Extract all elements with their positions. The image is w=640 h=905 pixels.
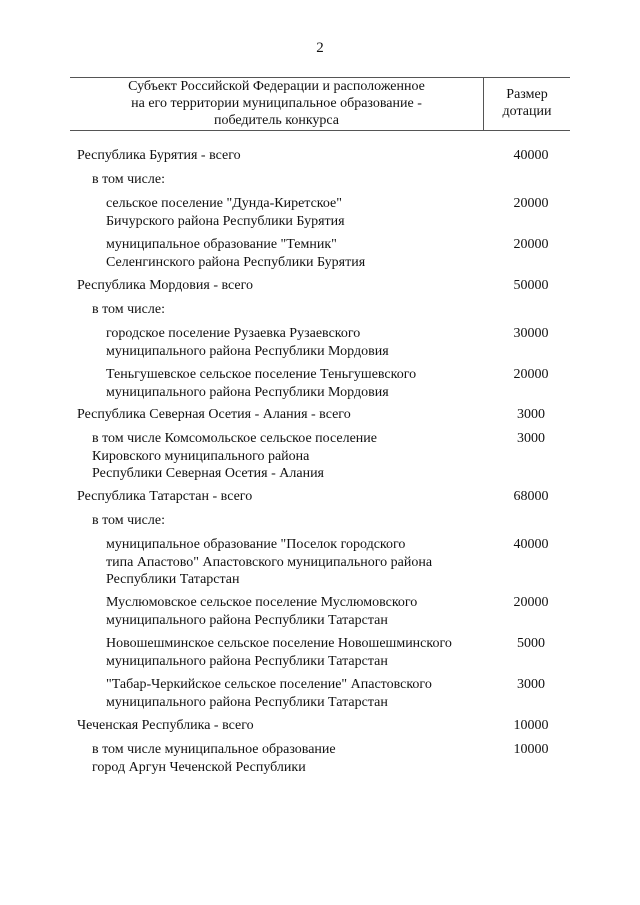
row-label: в том числе:	[92, 302, 165, 317]
row-amount: 68000	[513, 489, 549, 504]
row-amount: 3000	[517, 677, 545, 692]
row-amount: 3000	[517, 431, 545, 446]
row-amount: 10000	[513, 742, 549, 757]
row-label: Республика Татарстан - всего	[77, 489, 253, 504]
row-amount: 40000	[513, 148, 549, 163]
table-header-rule	[70, 130, 570, 131]
column-header-amount: Размер дотации	[502, 87, 552, 119]
row-amount: 5000	[517, 636, 545, 651]
row-label: муниципальное образование "Поселок городского типа Апастово" Апастовского муниципального района Республики Татарстан	[106, 537, 433, 587]
row-label: Теньгушевское сельское поселение Теньгушевского муниципального района Республики Мордовия	[106, 367, 417, 400]
row-amount: 20000	[513, 595, 549, 610]
row-label: Новошешминское сельское поселение Новошешминского муниципального района Республики Татарстан	[106, 636, 452, 669]
row-amount: 30000	[513, 326, 549, 341]
row-label: Муслюмовское сельское поселение Муслюмовского муниципального района Республики Татарстан	[106, 595, 418, 628]
row-amount: 3000	[517, 407, 545, 422]
row-label: сельское поселение "Дунда-Киретское" Бичурского района Республики Бурятия	[106, 196, 345, 229]
row-amount: 20000	[513, 367, 549, 382]
row-label: муниципальное образование "Темник" Селенгинского района Республики Бурятия	[106, 237, 366, 270]
row-label: Республика Мордовия - всего	[77, 278, 254, 293]
row-label: Чеченская Республика - всего	[77, 718, 254, 733]
row-label: в том числе муниципальное образование город Аргун Чеченской Республики	[92, 742, 336, 775]
row-amount: 20000	[513, 237, 549, 252]
row-amount: 20000	[513, 196, 549, 211]
row-label: городское поселение Рузаевка Рузаевского муниципального района Республики Мордовия	[106, 326, 389, 359]
row-label: Республика Северная Осетия - Алания - всего	[77, 407, 351, 422]
row-label: в том числе:	[92, 172, 165, 187]
row-amount: 50000	[513, 278, 549, 293]
row-amount: 40000	[513, 537, 549, 552]
row-label: в том числе Комсомольское сельское поселение Кировского муниципального района Республики Северная Осетия - Алания	[92, 431, 377, 481]
row-label: Республика Бурятия - всего	[77, 148, 241, 163]
row-label: в том числе:	[92, 513, 165, 528]
column-header-subject: Субъект Российской Федерации и расположенное на его территории муниципальное образование - победитель конкурса	[128, 79, 425, 128]
row-amount: 10000	[513, 718, 549, 733]
row-label: "Табар-Черкийское сельское поселение" Апастовского муниципального района Республики Татарстан	[106, 677, 432, 710]
page-number: 2	[316, 40, 324, 56]
